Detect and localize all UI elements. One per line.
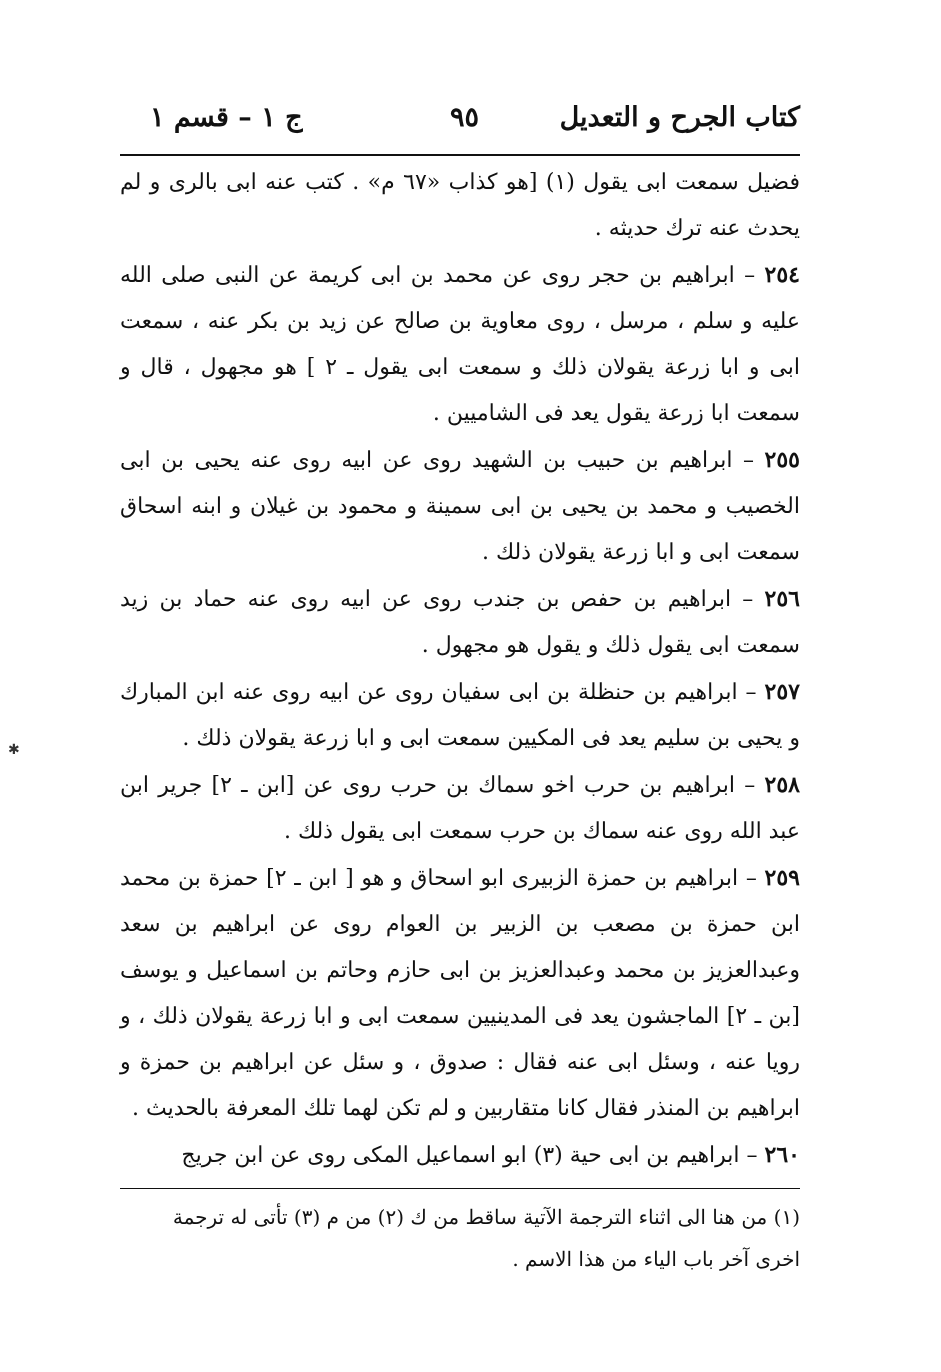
intro-paragraph: فضيل سمعت ابى يقول (١) [هو كذاب «٦٧ م» . كتب عنه ابى بالرى و لم يحدث عنه ترك حديثه . [120, 170, 800, 241]
entry-255: ٢٥٥ – ابراهيم بن حبيب بن الشهيد روى عن ابيه روى عنه يحيى بن ابى الخصيب و محمد بن يحيى بن ابى سمينة و محمود بن غيلان و ابنه اسحاق سمعت ابى و ابا زرعة يقولان ذلك . [120, 447, 800, 565]
entry-259: ٢٥٩ – ابراهيم بن حمزة الزبيرى ابو اسحاق و هو [ ابن ـ ٢] حمزة بن محمد ابن حمزة بن مصعب بن الزبير بن العوام روى عن ابراهيم بن سعد وعبدالعزيز بن محمد وعبدالعزيز بن ابى حازم وحاتم بن اسماعيل و يوسف [بن ـ ٢] الماجشون يعد فى المدينيين سمعت ابى و ابا زرعة يقولان ذلك ، و رويا عنه ، وسئل ابى عنه فقال : صدوق ، و سئل عن ابراهيم بن حمزة و ابراهيم بن المنذر فقال كانا متقاربين و لم تكن لهما تلك المعرفة بالحديث . [120, 865, 800, 1121]
entry-text: ابراهيم بن ابى حية (٣) ابو اسماعيل المكى روى عن ابن جريج [181, 1143, 740, 1168]
entry-number: ٢٥٨ [764, 772, 800, 798]
footnotes [120, 1196, 800, 1280]
entry-number: ٢٥٤ [764, 262, 800, 288]
entry-258: ٢٥٨ – ابراهيم بن حرب اخو سماك بن حرب روى عن [ابن ـ ٢] جرير ابن عبد الله روى عنه سماك بن حرب سمعت ابى يقول ذلك . [120, 772, 800, 844]
entry-254: ٢٥٤ – ابراهيم بن حجر روى عن محمد بن ابى كريمة عن النبى صلى الله عليه و سلم ، مرسل ، روى معاوية بن صالح عن زيد بن بكر عنه ، سمعت ابى و ابا زرعة يقولان ذلك و سمعت ابى يقول ـ ٢ ] هو مجهول ، قال و سمعت ابا زرعة يقول يعد فى الشاميين . [120, 262, 801, 426]
page-number: ٩٥ [450, 102, 480, 133]
main-text [120, 160, 800, 1179]
entry-number: ٢٥٦ [764, 586, 800, 612]
volume-label: ج ١ – قسم ١ [150, 102, 303, 133]
entry-text: ابراهيم بن حنظلة بن ابى سفيان روى عن ابيه روى عنه ابن المبارك و يحيى بن سليم يعد فى المكيين سمعت ابى و ابا زرعة يقولان ذلك . [120, 680, 800, 751]
entry-text: ابراهيم بن حبيب بن الشهيد روى عن ابيه روى عنه يحيى بن ابى الخصيب و محمد بن يحيى بن ابى سمينة و محمود بن غيلان و ابنه اسحاق سمعت ابى و ابا زرعة يقولان ذلك . [120, 448, 800, 565]
entry-text: ابراهيم بن حرب اخو سماك بن حرب روى عن [ابن ـ ٢] جرير ابن عبد الله روى عنه سماك بن حرب سمعت ابى يقول ذلك . [120, 773, 800, 844]
entry-text: ابراهيم بن حجر روى عن محمد بن ابى كريمة عن النبى صلى الله عليه و سلم ، مرسل ، روى معاوية بن صالح عن زيد بن بكر عنه ، سمعت ابى و ابا زرعة يقولان ذلك و سمعت ابى يقول ـ ٢ ] هو مجهول ، قال و سمعت ابا زرعة يقول يعد فى الشاميين . [120, 263, 801, 426]
running-header [120, 90, 800, 140]
book-title: كتاب الجرح و التعديل [559, 102, 800, 133]
entry-number: ٢٥٥ [764, 447, 800, 473]
page [120, 90, 800, 1300]
entry-text: ابراهيم بن حمزة الزبيرى ابو اسحاق و هو [ ابن ـ ٢] حمزة بن محمد ابن حمزة بن مصعب بن الزبير بن العوام روى عن ابراهيم بن سعد وعبدالعزيز بن محمد وعبدالعزيز بن ابى حازم وحاتم بن اسماعيل و يوسف [بن ـ ٢] الماجشون يعد فى المدينيين سمعت ابى و ابا زرعة يقولان ذلك ، و رويا عنه ، وسئل ابى عنه فقال : صدوق ، و سئل عن ابراهيم بن حمزة و ابراهيم بن المنذر فقال كانا متقاربين و لم تكن لهما تلك المعرفة بالحديث . [120, 866, 800, 1121]
entry-number: ٢٥٩ [764, 865, 800, 891]
entry-260: ٢٦٠ – ابراهيم بن ابى حية (٣) ابو اسماعيل المكى روى عن ابن جريج [181, 1142, 800, 1168]
entry-text: ابراهيم بن حفص بن جندب روى عن ابيه روى عنه حماد بن زيد سمعت ابى يقول ذلك و يقول هو مجهول . [120, 587, 800, 658]
entry-number: ٢٥٧ [764, 679, 800, 705]
entry-257: ٢٥٧ – ابراهيم بن حنظلة بن ابى سفيان روى عن ابيه روى عنه ابن المبارك و يحيى بن سليم يعد فى المكيين سمعت ابى و ابا زرعة يقولان ذلك . [120, 679, 800, 751]
footnote-line-1: (١) من هنا الى اثناء الترجمة الآتية ساقط من ك (٢) من م (٣) تأتى له ترجمة [172, 1205, 800, 1229]
footnote-line-2: اخرى آخر باب الياء من هذا الاسم . [512, 1247, 800, 1271]
entry-256: ٢٥٦ – ابراهيم بن حفص بن جندب روى عن ابيه روى عنه حماد بن زيد سمعت ابى يقول ذلك و يقول هو مجهول . [120, 586, 800, 658]
footnote-rule [120, 1188, 800, 1189]
entry-number: ٢٦٠ [764, 1142, 800, 1168]
margin-ornament-icon: ✱ [8, 742, 20, 758]
header-rule [120, 154, 800, 156]
